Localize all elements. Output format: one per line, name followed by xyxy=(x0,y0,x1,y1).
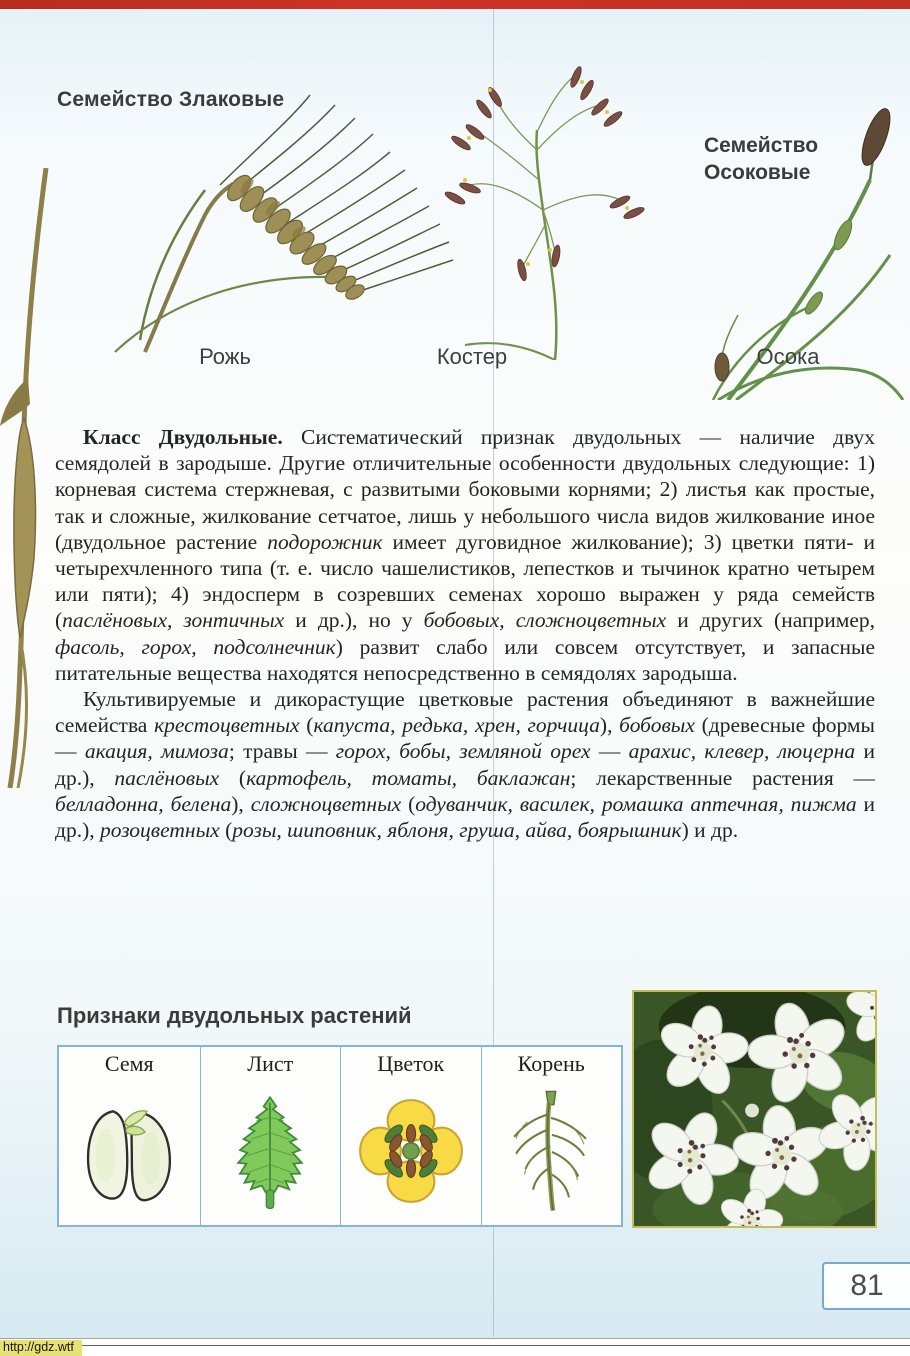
seed-illustration xyxy=(77,1077,181,1225)
table-cell-seed xyxy=(59,1047,200,1225)
rye-caption: Рожь xyxy=(199,344,251,369)
scan-footer xyxy=(0,1338,910,1356)
paragraph: Культивируемые и дикорастущие цветковые растения объединяют в важнейшие семейства крестоцветных (капуста, редька, хрен, горчица), бобовых (древесные формы — акация, мимоза; травы — горох, бобы, земляной орех — арахис, клевер, люцерна и др.), паслёновых (картофель, томаты, баклажан; лекарственные растения — белладонна, белена), сложноцветных (одуванчик, василек, ромашка аптечная, пижма и др.), розоцветных (розы, шиповник, яблоня, груша, айва, боярышник) и др. xyxy=(55,687,876,843)
sedge-caption: Осока xyxy=(756,344,820,369)
flower-illustration xyxy=(355,1077,467,1225)
table-cell-root xyxy=(481,1047,622,1225)
root-illustration xyxy=(499,1077,603,1225)
stalk-illustration xyxy=(0,168,60,788)
column-header: Семя xyxy=(104,1051,154,1076)
paragraph: Класс Двудольные. Систематический признак двудольных — наличие двух семядолей в зародыше. Другие отличительные особенности двудольных следующие: 1) корневая система стержневая, с развитыми боковыми корнями; 2) листья как простые, так и сложные, жилкование сетчатое, лишь у небольшого числа видов жилкование иное (двудольное растение подорожник имеет дуговидное жилкование); 3) цветки пяти- и четырехчленного типа (т. е. число чашелистиков, лепестков и тычинок кратно четырем или пяти); 4) эндосперм в созревших семенах хорошо выражен у ряда семейств (паслёновых, зонтичных и др.), но у бобовых, сложноцветных и других (например, фасоль, горох, подсолнечник) развит слабо или совсем отсутствует, и запасные питательные вещества находятся непосредственно в семядолях зародыша. xyxy=(55,425,875,685)
table-cell-leaf xyxy=(200,1047,341,1225)
url-badge[interactable]: http://gdz.wtf xyxy=(0,1340,82,1356)
family-sedges-heading: Семейство Осоковые xyxy=(704,134,819,184)
brome-caption: Костер xyxy=(436,344,508,369)
top-edge-bar xyxy=(0,0,910,9)
scan-edge-line xyxy=(0,1345,910,1346)
column-header: Корень xyxy=(517,1051,585,1076)
leaf-illustration xyxy=(220,1077,320,1225)
body-text xyxy=(55,424,875,843)
page-number-box xyxy=(822,1262,910,1310)
blossom-photo xyxy=(632,990,877,1228)
column-header: Лист xyxy=(247,1051,294,1076)
column-header: Цветок xyxy=(377,1051,445,1076)
family-grasses-heading: Семейство Злаковые xyxy=(57,88,285,111)
table-cell-flower xyxy=(340,1047,481,1225)
dicot-features-table xyxy=(57,1045,623,1227)
dicot-features-heading: Признаки двудольных растений xyxy=(57,1003,412,1028)
page-number: 81 xyxy=(850,1269,884,1302)
